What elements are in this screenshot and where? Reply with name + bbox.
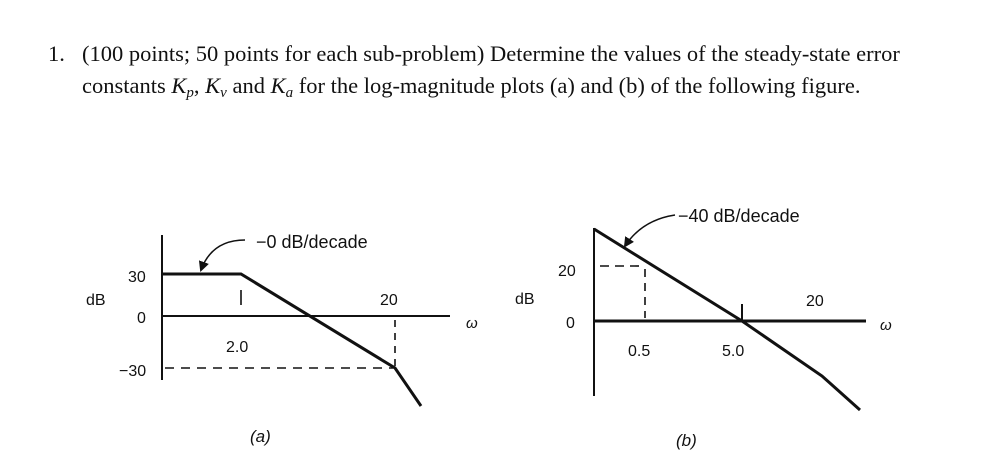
and-word: and (226, 73, 271, 98)
plot-b-slope-label: −40 dB/decade (678, 206, 800, 226)
problem-outro: for the log-magnitude plots (a) and (b) of the following figure. (293, 73, 861, 98)
kp-subscript: p (186, 85, 194, 101)
plot-b-ytick-20: 20 (558, 263, 576, 280)
kp-symbol: K (171, 73, 187, 98)
plot-b (515, 206, 892, 450)
problem-intro: (100 points; 50 points for each sub-problem) Determine the values of the steady-state error constants (82, 41, 900, 98)
plot-b-ytick-0: 0 (566, 315, 575, 332)
plot-a-ytick-0: 0 (137, 310, 146, 327)
plot-b-omega-label: ω (880, 317, 892, 334)
plot-b-xtick-0-5: 0.5 (628, 343, 651, 360)
problem-number: 1. (48, 41, 65, 66)
plot-a-callout-arrow (201, 240, 245, 270)
plot-b-callout-arrow (625, 215, 675, 246)
plot-a-omega-label: ω (466, 315, 478, 332)
plot-a-slope-label: −0 dB/decade (256, 232, 368, 252)
plot-b-y-label: dB (515, 291, 535, 308)
comma-separator: , (193, 73, 206, 98)
plot-b-xtick-20: 20 (806, 293, 824, 310)
ka-subscript: a (285, 85, 294, 101)
plot-a-xtick-2: 2.0 (226, 339, 249, 356)
plot-a-xtick-20: 20 (380, 292, 398, 309)
plot-a-ytick-minus30: −30 (119, 363, 147, 380)
kv-subscript: v (220, 85, 227, 101)
plot-a-y-label: dB (86, 292, 106, 309)
plot-a (86, 232, 478, 446)
plot-b-caption: (b) (676, 431, 697, 450)
plot-b-xtick-5: 5.0 (722, 343, 745, 360)
ka-symbol: K (270, 73, 286, 98)
plot-a-ytick-30: 30 (128, 269, 146, 286)
plot-a-caption: (a) (250, 427, 271, 446)
kv-symbol: K (205, 73, 221, 98)
